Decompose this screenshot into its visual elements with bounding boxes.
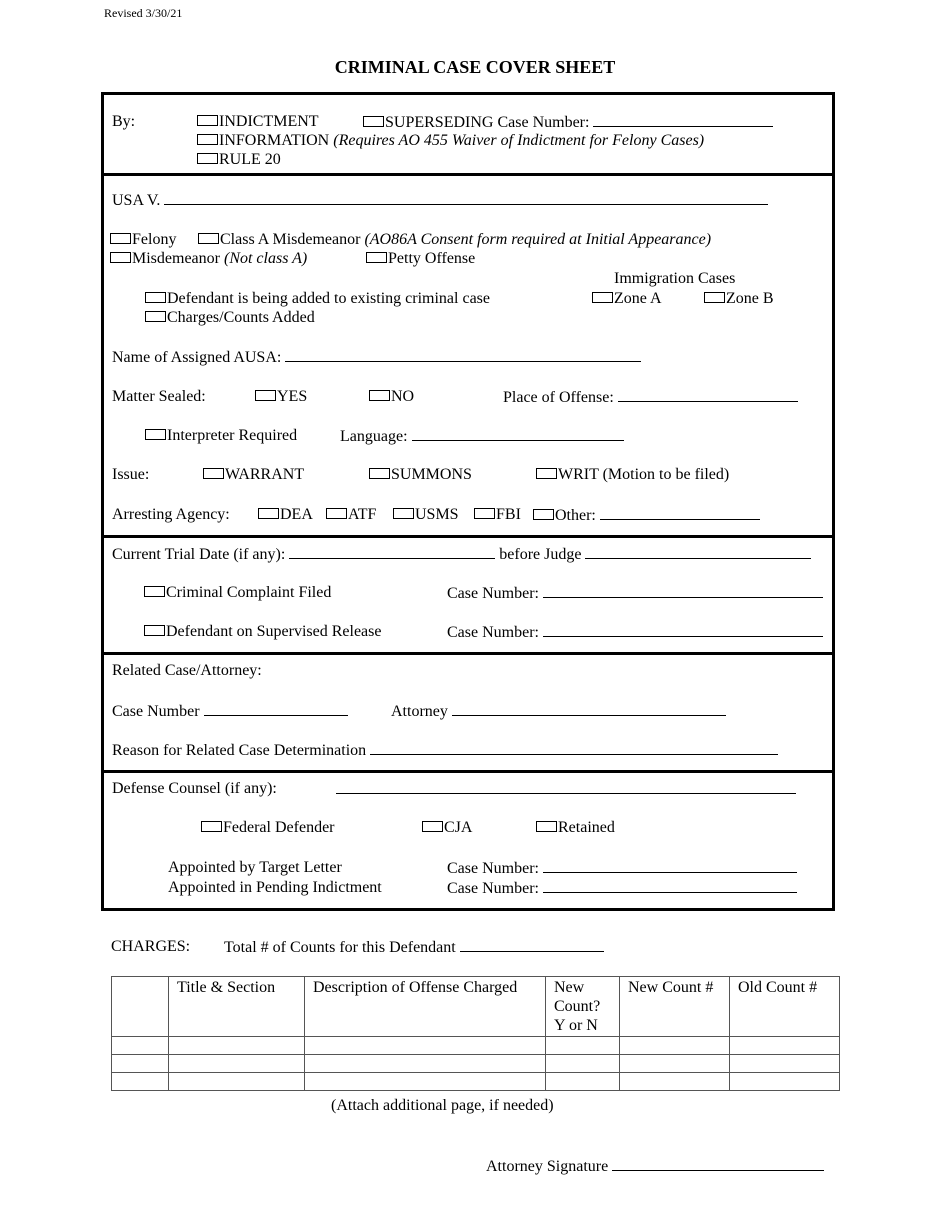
section-divider (101, 770, 835, 773)
fbi-option[interactable]: FBI (474, 505, 521, 525)
table-header-cell: Description of Offense Charged (305, 977, 546, 1037)
class-a-note: (AO86A Consent form required at Initial Appearance) (364, 231, 712, 248)
petty-offense-checkbox[interactable] (366, 252, 387, 263)
summons-option[interactable]: SUMMONS (369, 465, 472, 485)
section-divider (101, 652, 835, 655)
target-letter-label: Appointed by Target Letter (168, 859, 342, 876)
signature-field[interactable] (612, 1156, 824, 1171)
related-attorney-row: Attorney (391, 701, 726, 722)
writ-option[interactable]: WRIT (Motion to be filed) (536, 465, 729, 485)
matter-sealed-label: Matter Sealed: (112, 388, 206, 405)
felony-checkbox[interactable] (110, 233, 131, 244)
table-header-cell: Old Count # (730, 977, 840, 1037)
misdemeanor-option[interactable]: Misdemeanor (Not class A) (110, 249, 307, 269)
information-option[interactable]: INFORMATION (Requires AO 455 Waiver of Indictment for Felony Cases) (197, 131, 704, 151)
other-agency-option[interactable]: Other: (533, 505, 760, 526)
trial-date-field[interactable] (289, 544, 495, 559)
interpreter-option[interactable]: Interpreter Required (145, 426, 297, 446)
defendant-name-field[interactable] (164, 190, 768, 205)
related-case-field[interactable] (204, 701, 348, 716)
complaint-option[interactable]: Criminal Complaint Filed (144, 583, 331, 603)
indictment-option[interactable]: INDICTMENT (197, 112, 319, 132)
information-note: (Requires AO 455 Waiver of Indictment for Felony Cases) (333, 132, 705, 149)
pending-case-field[interactable] (543, 878, 797, 893)
issue-label: Issue: (112, 466, 150, 483)
warrant-option[interactable]: WARRANT (203, 465, 304, 485)
class-a-checkbox[interactable] (198, 233, 219, 244)
attach-note: (Attach additional page, if needed) (331, 1097, 554, 1114)
place-of-offense-row: Place of Offense: (503, 387, 798, 408)
class-a-option[interactable]: Class A Misdemeanor (AO86A Consent form required at Initial Appearance) (198, 230, 711, 250)
section-divider (101, 535, 835, 538)
indictment-checkbox[interactable] (197, 115, 218, 126)
usms-option[interactable]: USMS (393, 505, 459, 525)
retained-option[interactable]: Retained (536, 818, 615, 838)
rule20-option[interactable]: RULE 20 (197, 150, 281, 170)
charges-added-option[interactable]: Charges/Counts Added (145, 308, 315, 328)
place-of-offense-field[interactable] (618, 387, 798, 402)
table-header-row (112, 977, 840, 1037)
table-row (112, 1037, 840, 1055)
charges-added-checkbox[interactable] (145, 311, 166, 322)
fbi-checkbox[interactable] (474, 508, 495, 519)
cja-checkbox[interactable] (422, 821, 443, 832)
sealed-no-checkbox[interactable] (369, 390, 390, 401)
ausa-name-field[interactable] (285, 347, 641, 362)
dea-checkbox[interactable] (258, 508, 279, 519)
by-label: By: (112, 113, 136, 130)
sealed-yes-checkbox[interactable] (255, 390, 276, 401)
supervised-checkbox[interactable] (144, 625, 165, 636)
defendant-added-checkbox[interactable] (145, 292, 166, 303)
felony-option[interactable]: Felony (110, 230, 176, 250)
superseding-case-number-field[interactable] (593, 112, 773, 127)
revised-date: Revised 3/30/21 (104, 6, 183, 20)
zone-b-checkbox[interactable] (704, 292, 725, 303)
sealed-no-option[interactable]: NO (369, 387, 414, 407)
misdemeanor-checkbox[interactable] (110, 252, 131, 263)
retained-checkbox[interactable] (536, 821, 557, 832)
signature-row: Attorney Signature (486, 1156, 824, 1177)
table-row (112, 1073, 840, 1091)
pending-indictment-label: Appointed in Pending Indictment (168, 879, 382, 896)
federal-defender-checkbox[interactable] (201, 821, 222, 832)
supervised-option[interactable]: Defendant on Supervised Release (144, 622, 381, 642)
page-title: CRIMINAL CASE COVER SHEET (334, 57, 616, 77)
table-header-cell (112, 977, 169, 1037)
related-case-row: Case Number (112, 701, 348, 722)
language-field[interactable] (412, 426, 624, 441)
summons-checkbox[interactable] (369, 468, 390, 479)
trial-date-row: Current Trial Date (if any): before Judge (112, 544, 811, 565)
usms-checkbox[interactable] (393, 508, 414, 519)
interpreter-checkbox[interactable] (145, 429, 166, 440)
table-header-cell: New Count # (620, 977, 730, 1037)
related-reason-row: Reason for Related Case Determination (112, 740, 778, 761)
complaint-case-row: Case Number: (447, 583, 823, 604)
table-header-cell: New Count? Y or N (546, 977, 620, 1037)
atf-option[interactable]: ATF (326, 505, 376, 525)
writ-checkbox[interactable] (536, 468, 557, 479)
zone-a-checkbox[interactable] (592, 292, 613, 303)
atf-checkbox[interactable] (326, 508, 347, 519)
defense-counsel-line-wrap (336, 779, 796, 800)
petty-offense-option[interactable]: Petty Offense (366, 249, 475, 269)
supervised-case-field[interactable] (543, 622, 823, 637)
zone-b-option[interactable]: Zone B (704, 289, 774, 309)
superseding-option[interactable]: SUPERSEDING Case Number: (363, 112, 773, 133)
related-reason-field[interactable] (370, 740, 778, 755)
table-header-cell: Title & Section (169, 977, 305, 1037)
related-attorney-field[interactable] (452, 701, 726, 716)
immigration-title: Immigration Cases (614, 270, 736, 287)
federal-defender-option[interactable]: Federal Defender (201, 818, 335, 838)
pending-case-row: Case Number: (447, 878, 797, 899)
supervised-case-row: Case Number: (447, 622, 823, 643)
target-case-row: Case Number: (447, 858, 797, 879)
superseding-checkbox[interactable] (363, 116, 384, 127)
related-title: Related Case/Attorney: (112, 662, 262, 679)
usa-v-row: USA V. (112, 190, 768, 211)
arresting-agency-label: Arresting Agency: (112, 506, 230, 523)
total-counts-field[interactable] (460, 937, 604, 952)
warrant-checkbox[interactable] (203, 468, 224, 479)
charges-label: CHARGES: (111, 938, 191, 955)
dea-option[interactable]: DEA (258, 505, 313, 525)
ausa-row: Name of Assigned AUSA: (112, 347, 641, 368)
sealed-yes-option[interactable]: YES (255, 387, 307, 407)
rule20-checkbox[interactable] (197, 153, 218, 164)
charges-table (111, 976, 840, 1091)
other-agency-checkbox[interactable] (533, 509, 554, 520)
complaint-case-field[interactable] (543, 583, 823, 598)
cja-option[interactable]: CJA (422, 818, 472, 838)
judge-field[interactable] (585, 544, 811, 559)
language-row: Language: (340, 426, 624, 447)
target-case-field[interactable] (543, 858, 797, 873)
zone-a-option[interactable]: Zone A (592, 289, 662, 309)
complaint-checkbox[interactable] (144, 586, 165, 597)
defense-counsel-label: Defense Counsel (if any): (112, 780, 277, 797)
defense-counsel-field[interactable] (336, 779, 796, 794)
defendant-added-option[interactable]: Defendant is being added to existing criminal case (145, 289, 490, 309)
total-counts-row: Total # of Counts for this Defendant (224, 937, 604, 958)
information-checkbox[interactable] (197, 134, 218, 145)
table-row (112, 1055, 840, 1073)
other-agency-field[interactable] (600, 505, 760, 520)
section-divider (101, 173, 835, 176)
